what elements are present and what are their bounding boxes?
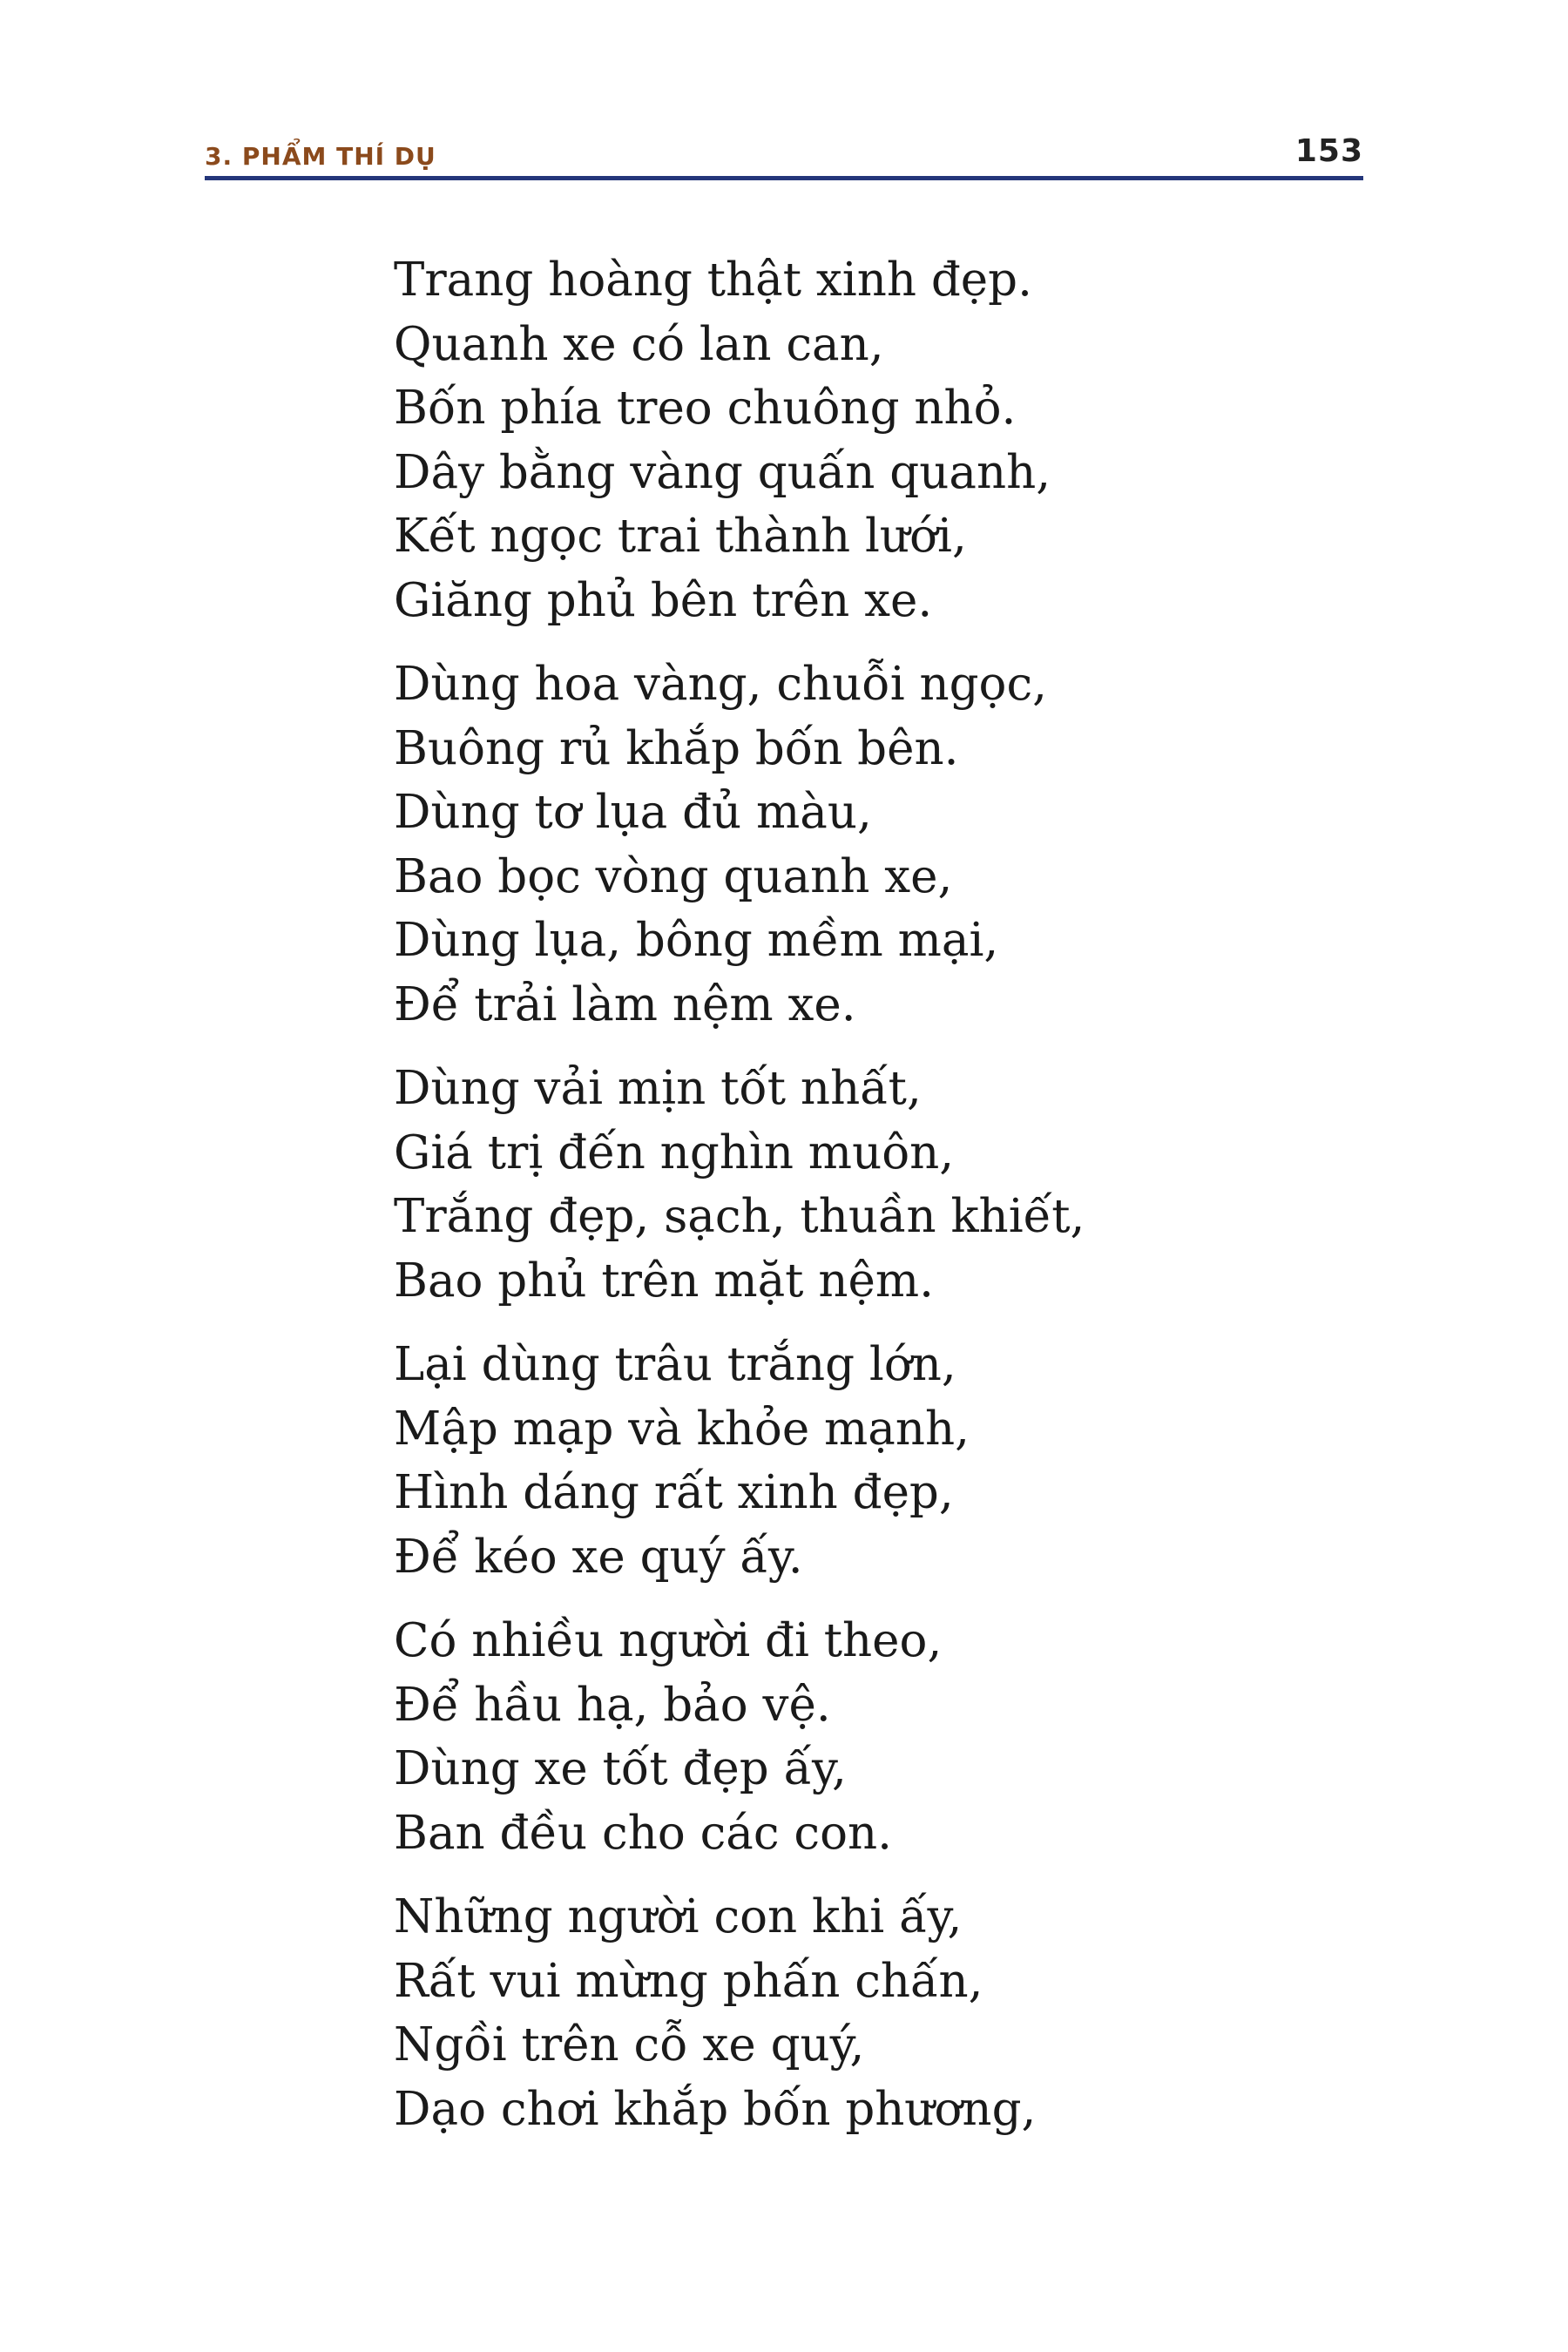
poem-line: Bao bọc vòng quanh xe,: [394, 849, 953, 903]
header-divider: [205, 176, 1363, 180]
poem-line: Bao phủ trên mặt nệm.: [394, 1254, 934, 1308]
stanza: [394, 1057, 1352, 1313]
poem-line: Mập mạp và khỏe mạnh,: [394, 1402, 970, 1456]
poem-line: Dạo chơi khắp bốn phương,: [394, 2082, 1037, 2136]
poem-line: Dùng xe tốt đẹp ấy,: [394, 1742, 847, 1795]
poem-line: Giá trị đến nghìn muôn,: [394, 1125, 955, 1179]
poem-line: Buông rủ khắp bốn bên.: [394, 721, 959, 775]
poem-line: Dùng hoa vàng, chuỗi ngọc,: [394, 658, 1047, 711]
running-header: [205, 131, 1363, 179]
poem-line: Ngồi trên cỗ xe quý,: [394, 2018, 865, 2072]
poem-line: Ban đều cho các con.: [394, 1806, 893, 1860]
poem-line: Để hầu hạ, bảo vệ.: [394, 1678, 831, 1732]
poem-line: Để trải làm nệm xe.: [394, 977, 856, 1031]
poem-line: Trắng đẹp, sạch, thuần khiết,: [394, 1190, 1085, 1243]
stanza: [394, 1333, 1352, 1589]
poem-line: Bốn phía treo chuông nhỏ.: [394, 382, 1017, 435]
stanza: [394, 1885, 1352, 2141]
page-number: 153: [1294, 133, 1363, 169]
poem-line: Trang hoàng thật xinh đẹp.: [394, 253, 1032, 307]
poem-line: Để kéo xe quý ấy.: [394, 1530, 803, 1584]
poem-line: Những người con khi ấy,: [394, 1890, 963, 1943]
stanza: [394, 1609, 1352, 1865]
poem-line: Lại dùng trâu trắng lớn,: [394, 1338, 956, 1391]
poem-line: Quanh xe có lan can,: [394, 317, 884, 371]
poem-line: Rất vui mừng phấn chấn,: [394, 1954, 983, 2008]
poem-line: Dùng tơ lụa đủ màu,: [394, 786, 872, 839]
stanza: [394, 248, 1352, 632]
poem-line: Dây bằng vàng quấn quanh,: [394, 445, 1051, 499]
poem-line: Kết ngọc trai thành lưới,: [394, 510, 967, 563]
poem-line: Dùng vải mịn tốt nhất,: [394, 1062, 922, 1115]
chapter-title: 3. PHẨM THÍ DỤ: [205, 142, 436, 171]
poem-line: Dùng lụa, bông mềm mại,: [394, 914, 999, 967]
poem-line: Giăng phủ bên trên xe.: [394, 573, 933, 627]
poem-line: Có nhiều người đi theo,: [394, 1614, 943, 1667]
poem-body: [394, 248, 1352, 2161]
stanza: [394, 652, 1352, 1037]
poem-line: Hình dáng rất xinh đẹp,: [394, 1466, 954, 1519]
